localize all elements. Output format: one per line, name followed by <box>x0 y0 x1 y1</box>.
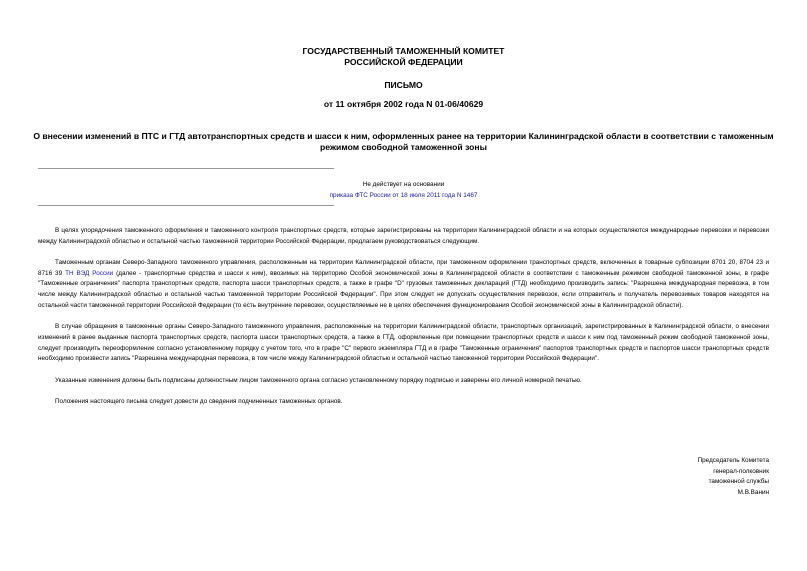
signatory-rank: генерал-полковник <box>713 467 769 475</box>
paragraph-2-text-end: (далее - транспортные средства и шасси к ним), ввозимых на территорию Особой экономической зоны в Калининградской области в соответствии с таможенным режимом свободной таможенной зоны, в графе "Таможенные ограничения" паспорта транспортных средств, паспорта шасси транспортных средств, а также в графе "D" грузовых таможенных деклараций (ГТД) необходимо производить запись: "Разрешена международная перевозка, в том числе между Калининградской областью и остальной частью таможенной территории Российской Федерации". При этом следует не допускать осуществления перевозок, если отправитель и получатель перевозимых товаров находятся на остальной части таможенной территории Российской Федерации (то есть внутренние перевозки, осуществляемые не в целях обеспечения функционирования Особой экономической зоны в Калининградской области). <box>38 269 769 309</box>
repeal-order-link[interactable]: приказа ФТС России от 18 июля 2011 года N 1467 <box>329 192 478 199</box>
document-type: ПИСЬМО <box>384 80 423 90</box>
signatory-name: М.В.Ванин <box>737 489 769 497</box>
agency-name <box>0 46 807 68</box>
signatory-service: таможенной службы <box>708 478 769 486</box>
body-paragraph-5: Положения настоящего письма следует довести до сведения подчиненных таможенных органов. <box>55 397 343 405</box>
signatory-position: Председатель Комитета <box>697 457 769 464</box>
status-link-container <box>0 191 807 201</box>
document-date-number: от 11 октября 2002 года N 01-06/40629 <box>323 99 484 109</box>
body-paragraph-2 <box>38 258 769 312</box>
body-paragraph-4: Указанные изменения должны быть подписаны должностным лицом таможенного органа согласно установленному порядку подписью и заверены его личной номерной печатью. <box>55 376 582 384</box>
status-divider-top <box>38 168 334 169</box>
signature-block <box>698 456 769 499</box>
document-subject: О внесении изменений в ПТС и ГТД автотранспортных средств и шасси к ним, оформленных ранее на территории Калининградской области в соответствии с таможенным режимом свободной таможенной зоны <box>33 131 774 152</box>
letter-body <box>38 226 769 418</box>
body-paragraph-1: В целях упорядочения таможенного оформления и таможенного контроля транспортных средств, которые зарегистрированы на территории Калининградской области и на которых осуществляются международные перевозки и перевозки между Калининградской областью и остальной частью таможенной территории Российской Федерации, предлагаем руководствоваться следующим. <box>38 227 769 245</box>
paragraph-2-text-start: Таможенным органам Северо-Западного таможенного управления, расположенным на территории Калининградской области, при таможенном оформлении транспортных средств, включенных в товарные субпозиции 8701 20, 8704 23 и 8716 39 <box>38 259 769 277</box>
status-text: Не действует на основании <box>362 181 445 188</box>
agency-line-2: РОССИЙСКОЙ ФЕДЕРАЦИИ <box>344 57 463 67</box>
body-paragraph-3: В случае обращения в таможенные органы Северо-Западного таможенного управления, расположенные на территории Калининградской области, транспортных организаций, зарегистрированных в Калининградской области, о внесении изменений в ранее выданные паспорта транспортных средств, паспорта шасси транспортных средств, а также в ГТД, оформленные при помещении транспортных средств и шасси к ним под таможенный режим свободной таможенной зоны, следует производить переоформление согласно установленному порядку с учетом того, что в графе "С" первого экземпляра ГТД и в графе "Таможенные ограничения" паспортов транспортных средств и паспортов шасси транспортных средств необходимо произвести запись "Разрешена международная перевозка, в том числе между Калининградской областью и остальной частью таможенной территории Российской Федерации". <box>38 323 769 363</box>
status-divider-bottom <box>38 205 334 206</box>
agency-line-1: ГОСУДАРСТВЕННЫЙ ТАМОЖЕННЫЙ КОМИТЕТ <box>302 46 505 56</box>
tn-ved-link[interactable]: ТН ВЭД России <box>65 269 114 277</box>
